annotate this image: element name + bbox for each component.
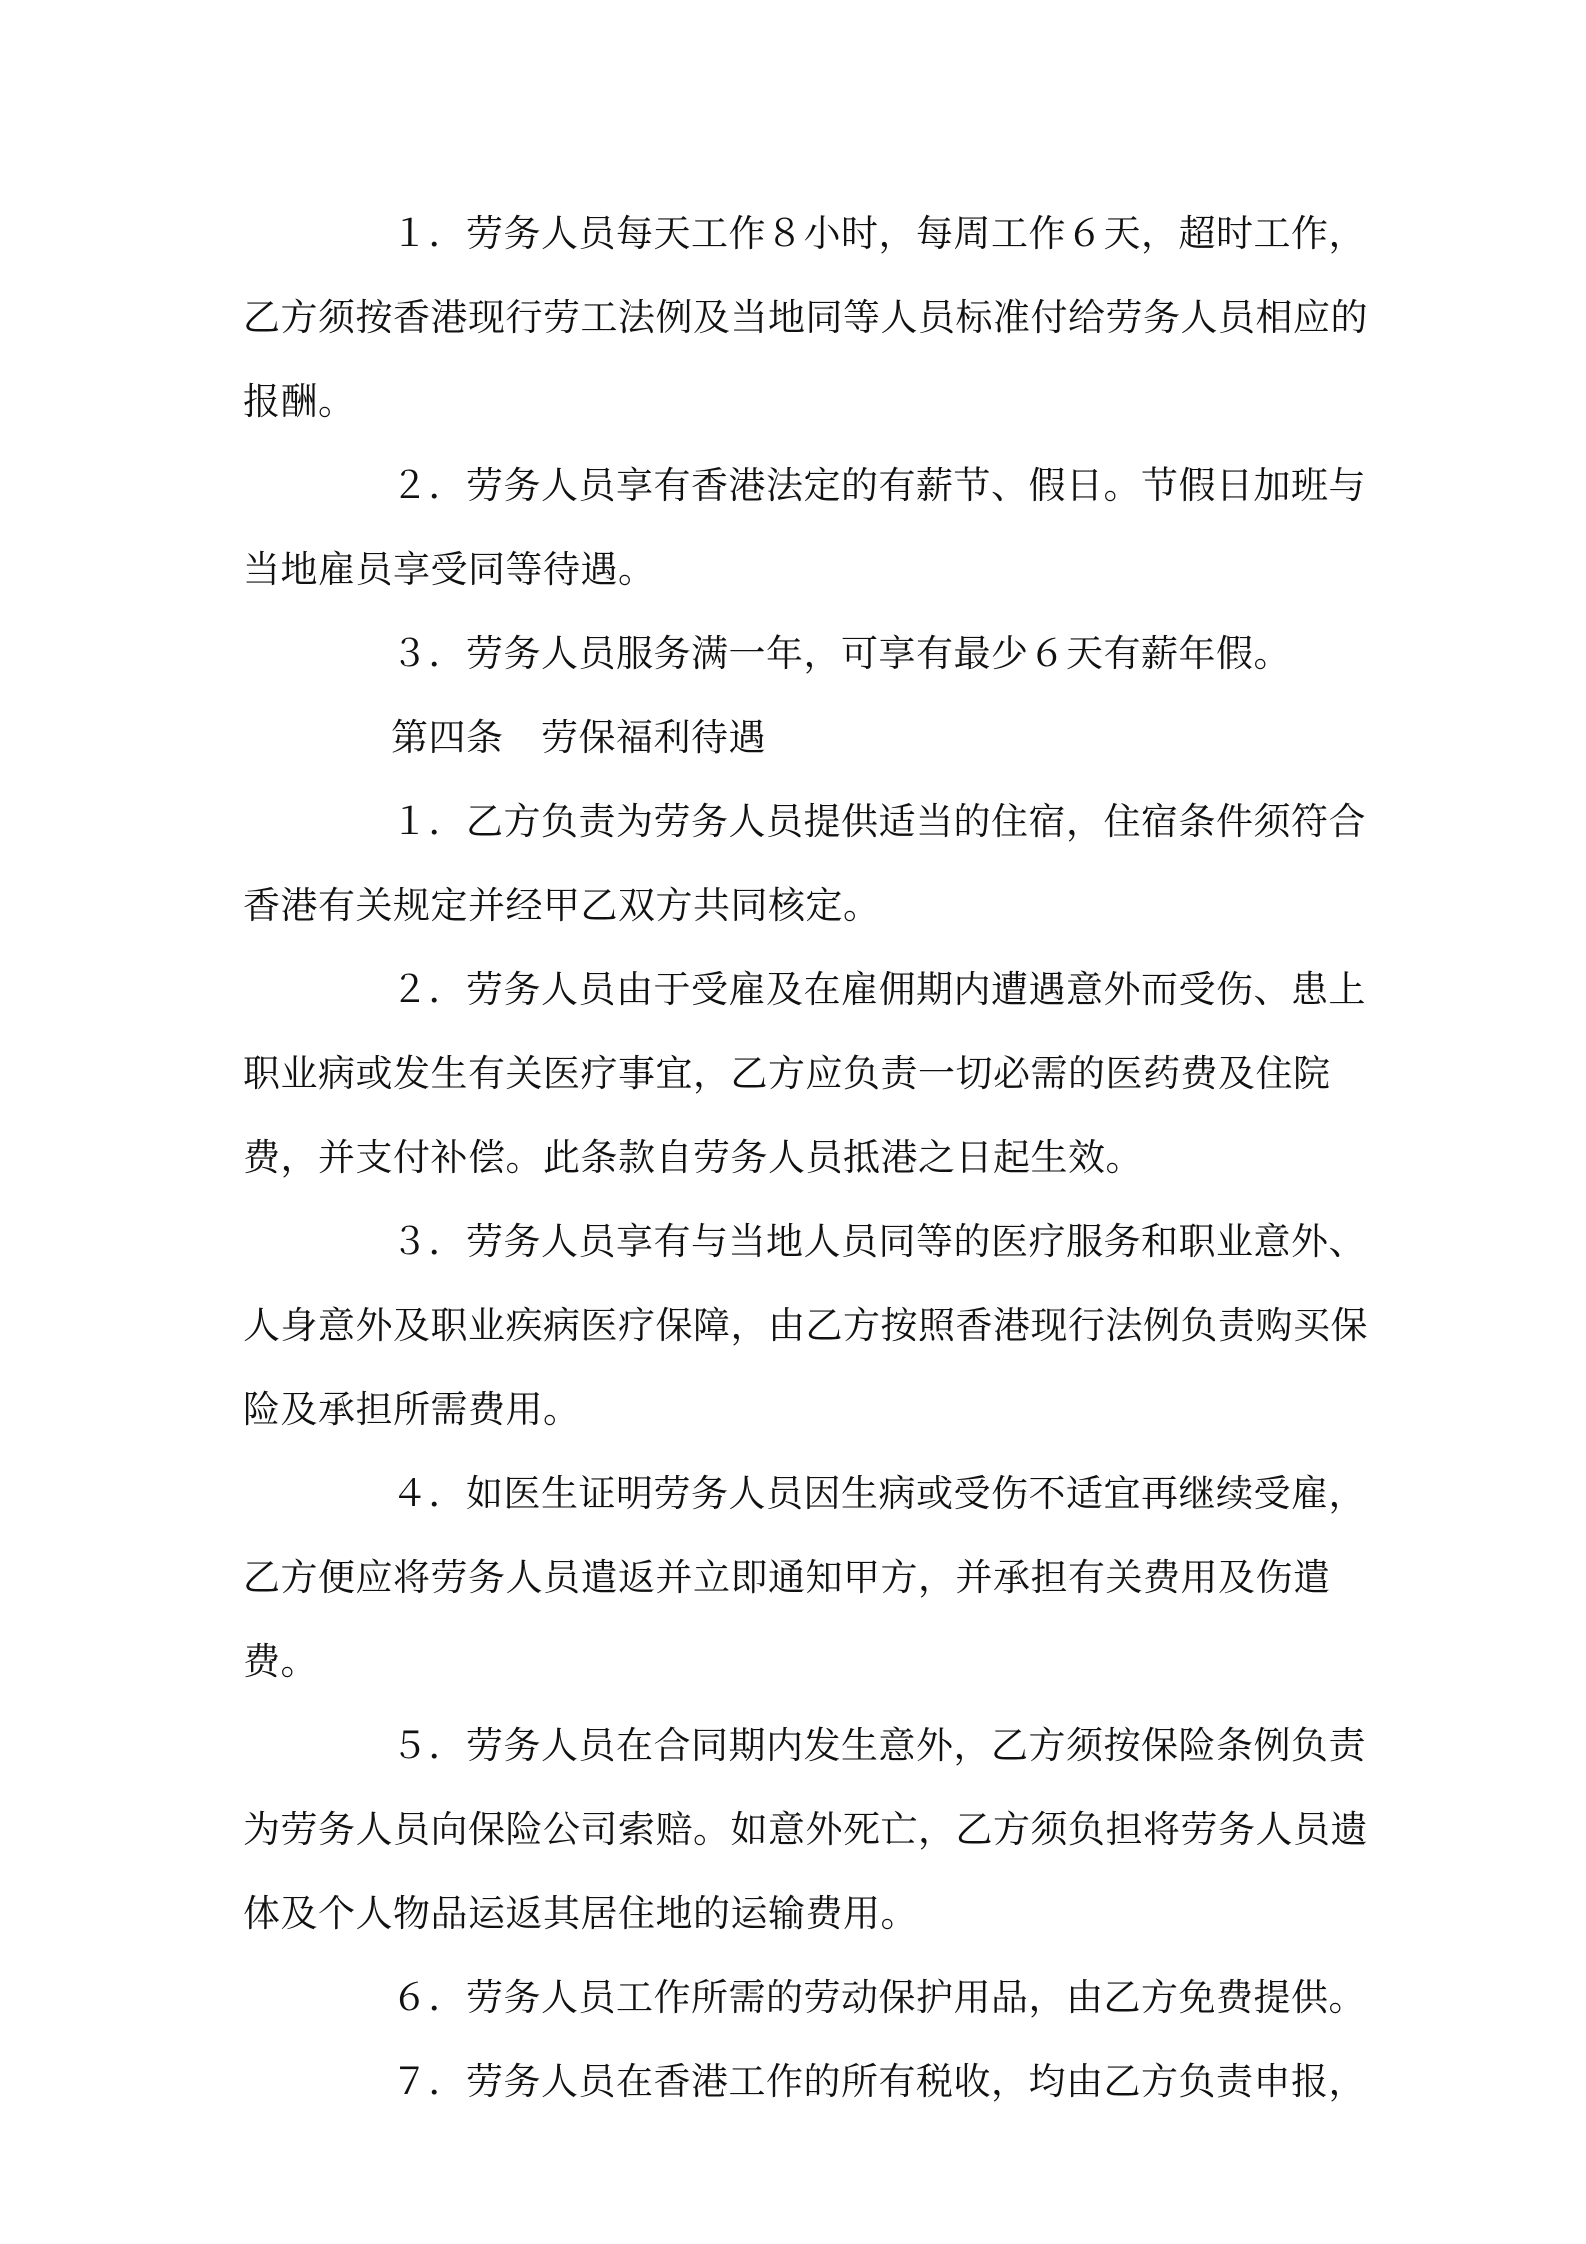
paragraph-repatriation: ４．如医生证明劳务人员因生病或受伤不适宜再继续受雇，乙方便应将劳务人员遣返并立即通知甲方，并承担有关费用及伤遣费。 — [243, 1472, 1366, 1683]
paragraph-medical-expenses: ２．劳务人员由于受雇及在雇佣期内遭遇意外而受伤、患上职业病或发生有关医疗事宜，乙方应负责一切必需的医药费及住院费，并支付补偿。此条款自劳务人员抵港之日起生效。 — [243, 968, 1366, 1179]
article-heading: 第四条 劳保福利待遇 — [391, 716, 766, 759]
paragraph-protective-equipment: ６．劳务人员工作所需的劳动保护用品，由乙方免费提供。 — [391, 1976, 1366, 2019]
paragraph-taxes: ７．劳务人员在香港工作的所有税收，均由乙方负责申报， — [391, 2060, 1366, 2103]
paragraph-accommodation: １．乙方负责为劳务人员提供适当的住宿，住宿条件须符合香港有关规定并经甲乙双方共同核定。 — [243, 800, 1366, 927]
paragraph-accident-claims: ５．劳务人员在合同期内发生意外，乙方须按保险条例负责为劳务人员向保险公司索赔。如意外死亡，乙方须负担将劳务人员遗体及个人物品运返其居住地的运输费用。 — [243, 1724, 1368, 1935]
document-body — [243, 192, 1393, 2124]
paragraph-annual-leave: ３．劳务人员服务满一年，可享有最少６天有薪年假。 — [391, 632, 1291, 675]
paragraph-work-hours: １．劳务人员每天工作８小时，每周工作６天，超时工作，乙方须按香港现行劳工法例及当地同等人员标准付给劳务人员相应的报酬。 — [243, 212, 1368, 423]
paragraph-insurance: ３．劳务人员享有与当地人员同等的医疗服务和职业意外、人身意外及职业疾病医疗保障，由乙方按照香港现行法例负责购买保险及承担所需费用。 — [243, 1220, 1368, 1431]
paragraph-paid-holidays: ２．劳务人员享有香港法定的有薪节、假日。节假日加班与当地雇员享受同等待遇。 — [243, 464, 1366, 591]
